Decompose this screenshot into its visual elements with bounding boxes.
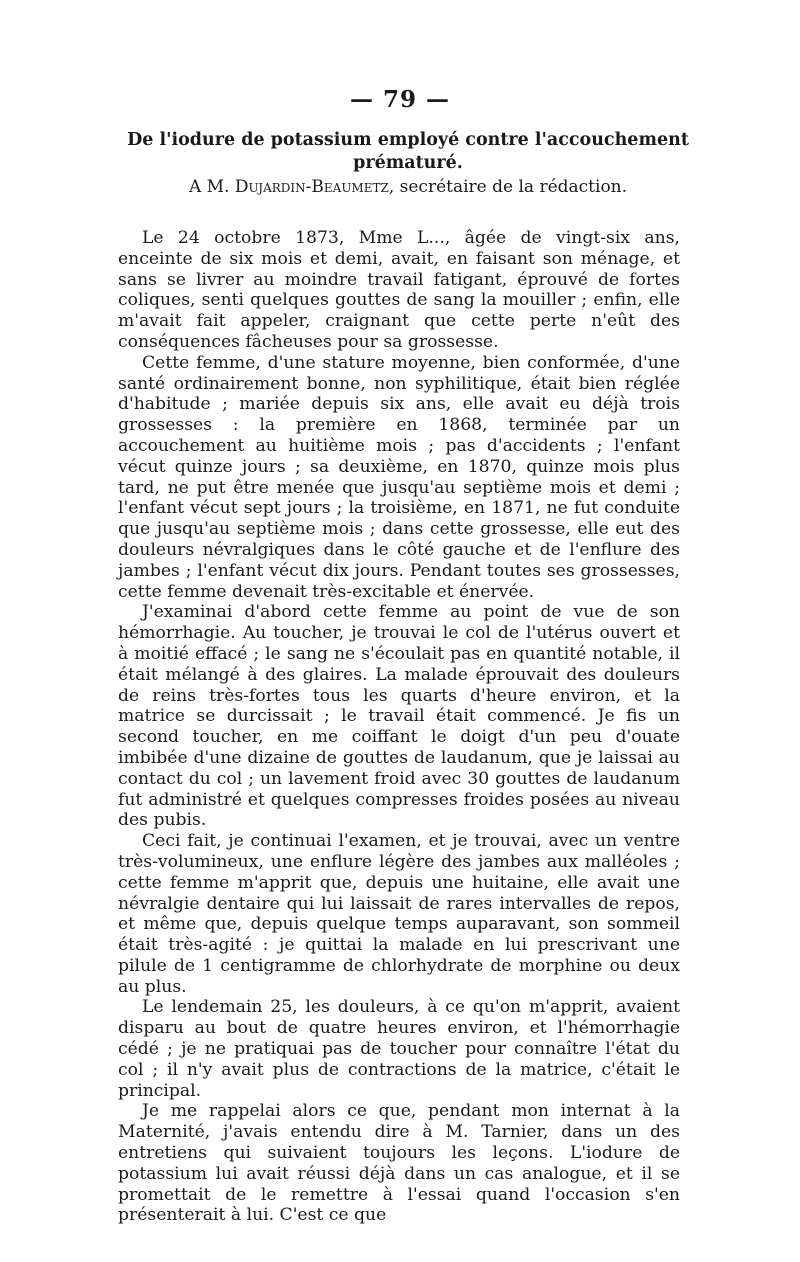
paragraph: Le lendemain 25, les douleurs, à ce qu'on m'apprit, avaient disparu au bout de quatre heures environ, et l'hémorrhagie cédé ; je ne pratiquai pas de toucher pour connaître l'état du col ; il n'y avait plus de contractions de la matrice, c'était le principal. <box>118 997 680 1101</box>
paragraph: Cette femme, d'une stature moyenne, bien conformée, d'une santé ordinairement bonne, non syphilitique, était bien réglée d'habitude ; mariée depuis six ans, elle avait eu déjà trois grossesses : la première en 1868, terminée par un accouchement au huitième mois ; pas d'accidents ; l'enfant vécut quinze jours ; sa deuxième, en 1870, quinze mois plus tard, ne put être menée que jusqu'au septième mois et demi ; l'enfant vécut sept jours ; la troisième, en 1871, ne fut conduite que jusqu'au septième mois ; dans cette grossesse, elle eut des douleurs névralgiques dans le côté gauche et de l'enflure des jambes ; l'enfant vécut dix jours. Pendant toutes ses grossesses, cette femme devenait très-excitable et énervée. <box>118 352 680 602</box>
page-number: — 79 — <box>349 86 451 113</box>
paragraph: Je me rappelai alors ce que, pendant mon internat à la Maternité, j'avais entendu dire à M. Tarnier, dans un des entretiens qui suivaient toujours les leçons. L'iodure de potassium lui avait réussi déjà dans un cas analogue, et il se promettait de le remettre à l'essai quand l'occasion s'en présenterait à lui. C'est ce que <box>118 1101 680 1226</box>
paragraph: Le 24 octobre 1873, Mme L..., âgée de vingt-six ans, enceinte de six mois et demi, avait, en faisant son ménage, et sans se livrer au moindre travail fatigant, éprouvé de fortes coliques, senti quelques gouttes de sang la mouiller ; enfin, elle m'avait fait appeler, craignant que cette perte n'eût des conséquences fâcheuses pour sa grossesse. <box>118 228 680 352</box>
dedication-line <box>118 176 698 198</box>
article-title: De l'iodure de potassium employé contre l'accouchement prématuré. <box>127 130 689 173</box>
paragraph: J'examinai d'abord cette femme au point de vue de son hémorrhagie. Au toucher, je trouvai le col de l'utérus ouvert et à moitié effacé ; le sang ne s'écoulait pas en quantité notable, il était mélangé à des glaires. La malade éprouvait des douleurs de reins très-fortes tous les quarts d'heure environ, et la matrice se durcissait ; le travail était commencé. Je fis un second toucher, en me coiffant le doigt d'un peu d'ouate imbibée d'une dizaine de gouttes de laudanum, que je laissai au contact du col ; un lavement froid avec 30 gouttes de laudanum fut administré et quelques compresses froides posées au niveau des pubis. <box>118 602 680 831</box>
article-body <box>118 228 680 1226</box>
paragraph: Ceci fait, je continuai l'examen, et je trouvai, avec un ventre très-volumineux, une enflure légère des jambes aux malléoles ; cette femme m'apprit que, depuis une huitaine, elle avait une névralgie dentaire qui lui laissait de rares intervalles de repos, et même que, depuis quelque temps auparavant, son sommeil était très-agité : je quittai la malade en lui prescrivant une pilule de 1 centigramme de chlorhydrate de morphine ou deux au plus. <box>118 831 680 997</box>
dedication-prefix: A M. <box>188 177 235 197</box>
dedication-name: Dujardin-Beaumetz <box>234 177 389 197</box>
dedication-suffix: , secrétaire de la rédaction. <box>388 177 628 197</box>
